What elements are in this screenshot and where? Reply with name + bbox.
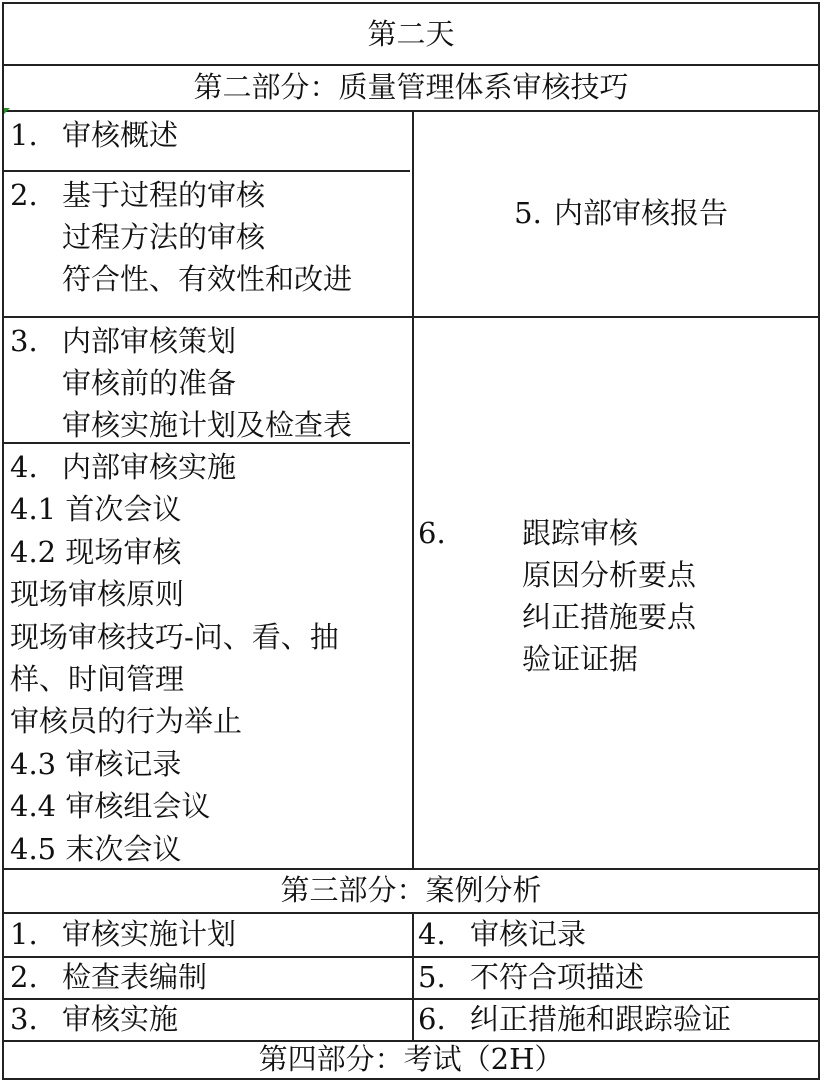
item-2-line: 符合性、有效性和改进 xyxy=(62,262,353,296)
item-4-line: 现场审核技巧-问、看、抽 xyxy=(10,619,339,654)
item-5-cell xyxy=(412,110,818,316)
case-item xyxy=(10,956,412,998)
case-item-cell xyxy=(4,912,412,956)
case-item xyxy=(418,998,818,1040)
item-3-line: 审核实施计划及检查表 xyxy=(62,408,353,442)
item-4-line: 4.5 末次会议 xyxy=(10,831,182,866)
item-4-line: 样、时间管理 xyxy=(10,662,185,697)
item-3-cell xyxy=(4,316,412,442)
item-2-title-line xyxy=(10,174,412,216)
item-1-title-line xyxy=(10,114,412,156)
day-title-text: 第二天 xyxy=(367,17,455,51)
case-item-text: 审核实施 xyxy=(62,1002,179,1036)
case-item-number: 2. xyxy=(10,960,38,994)
part2-header-text: 第二部分：质量管理体系审核技巧 xyxy=(193,70,629,104)
item-1-number: 1. xyxy=(10,118,38,152)
item-6-title: 跟踪审核 xyxy=(522,516,639,550)
case-item-number: 6. xyxy=(418,1002,446,1036)
case-item-cell xyxy=(4,956,412,998)
case-item-text: 纠正措施和跟踪验证 xyxy=(470,1002,732,1036)
item-5-number: 5. xyxy=(514,196,542,230)
part2-header xyxy=(4,64,818,110)
item-4-title: 内部审核实施 xyxy=(62,450,237,484)
case-item-cell xyxy=(412,956,818,998)
item-1-title: 审核概述 xyxy=(62,118,179,152)
part4-header-text: 第四部分：考试（2H） xyxy=(258,1042,564,1076)
case-item-text: 不符合项描述 xyxy=(470,960,645,994)
case-item-number: 1. xyxy=(10,917,38,951)
item-6-line: 纠正措施要点 xyxy=(522,600,697,634)
item-1-cell xyxy=(4,110,412,170)
item-5-title: 内部审核报告 xyxy=(553,196,728,230)
item-6-cell xyxy=(412,316,818,868)
item-2-line: 过程方法的审核 xyxy=(62,220,266,254)
item-3-title: 内部审核策划 xyxy=(62,324,237,358)
item-4-line: 4.2 现场审核 xyxy=(10,534,182,569)
case-item xyxy=(418,913,818,955)
item-4-line: 4.4 审核组会议 xyxy=(10,789,211,824)
item-2-cell xyxy=(4,170,412,316)
case-item-cell xyxy=(412,912,818,956)
case-item-number: 5. xyxy=(418,960,446,994)
item-3-number: 3. xyxy=(10,324,38,358)
item-3-title-line xyxy=(10,320,412,362)
case-item-cell xyxy=(4,998,412,1040)
item-4-line: 现场审核原则 xyxy=(10,577,185,612)
item-2-number: 2. xyxy=(10,178,38,212)
part3-header xyxy=(4,868,818,912)
day-title xyxy=(4,4,818,64)
case-item xyxy=(10,998,412,1040)
item-4-line: 4.3 审核记录 xyxy=(10,746,182,781)
item-6-lines xyxy=(522,512,696,680)
case-item-text: 审核记录 xyxy=(470,917,587,951)
part3-header-text: 第三部分：案例分析 xyxy=(280,873,542,907)
item-6-line: 原因分析要点 xyxy=(522,558,697,592)
item-4-line: 审核员的行为举止 xyxy=(10,704,243,739)
item-4-line: 4.1 首次会议 xyxy=(10,492,182,527)
case-item xyxy=(10,913,412,955)
schedule-table xyxy=(2,2,820,1080)
item-4-title-line xyxy=(10,446,412,488)
case-item-text: 检查表编制 xyxy=(62,960,208,994)
case-item-number: 3. xyxy=(10,1002,38,1036)
item-4-cell xyxy=(4,442,412,868)
case-item xyxy=(418,956,818,998)
item-4-number: 4. xyxy=(10,450,38,484)
case-item-number: 4. xyxy=(418,917,446,951)
part4-header xyxy=(4,1040,818,1078)
case-item-cell xyxy=(412,998,818,1040)
item-6-line: 验证证据 xyxy=(522,642,639,676)
item-2-title: 基于过程的审核 xyxy=(62,178,266,212)
item-3-line: 审核前的准备 xyxy=(62,366,237,400)
case-item-text: 审核实施计划 xyxy=(62,917,237,951)
item-5-line xyxy=(502,192,728,234)
item-6-number: 6. xyxy=(418,516,446,550)
